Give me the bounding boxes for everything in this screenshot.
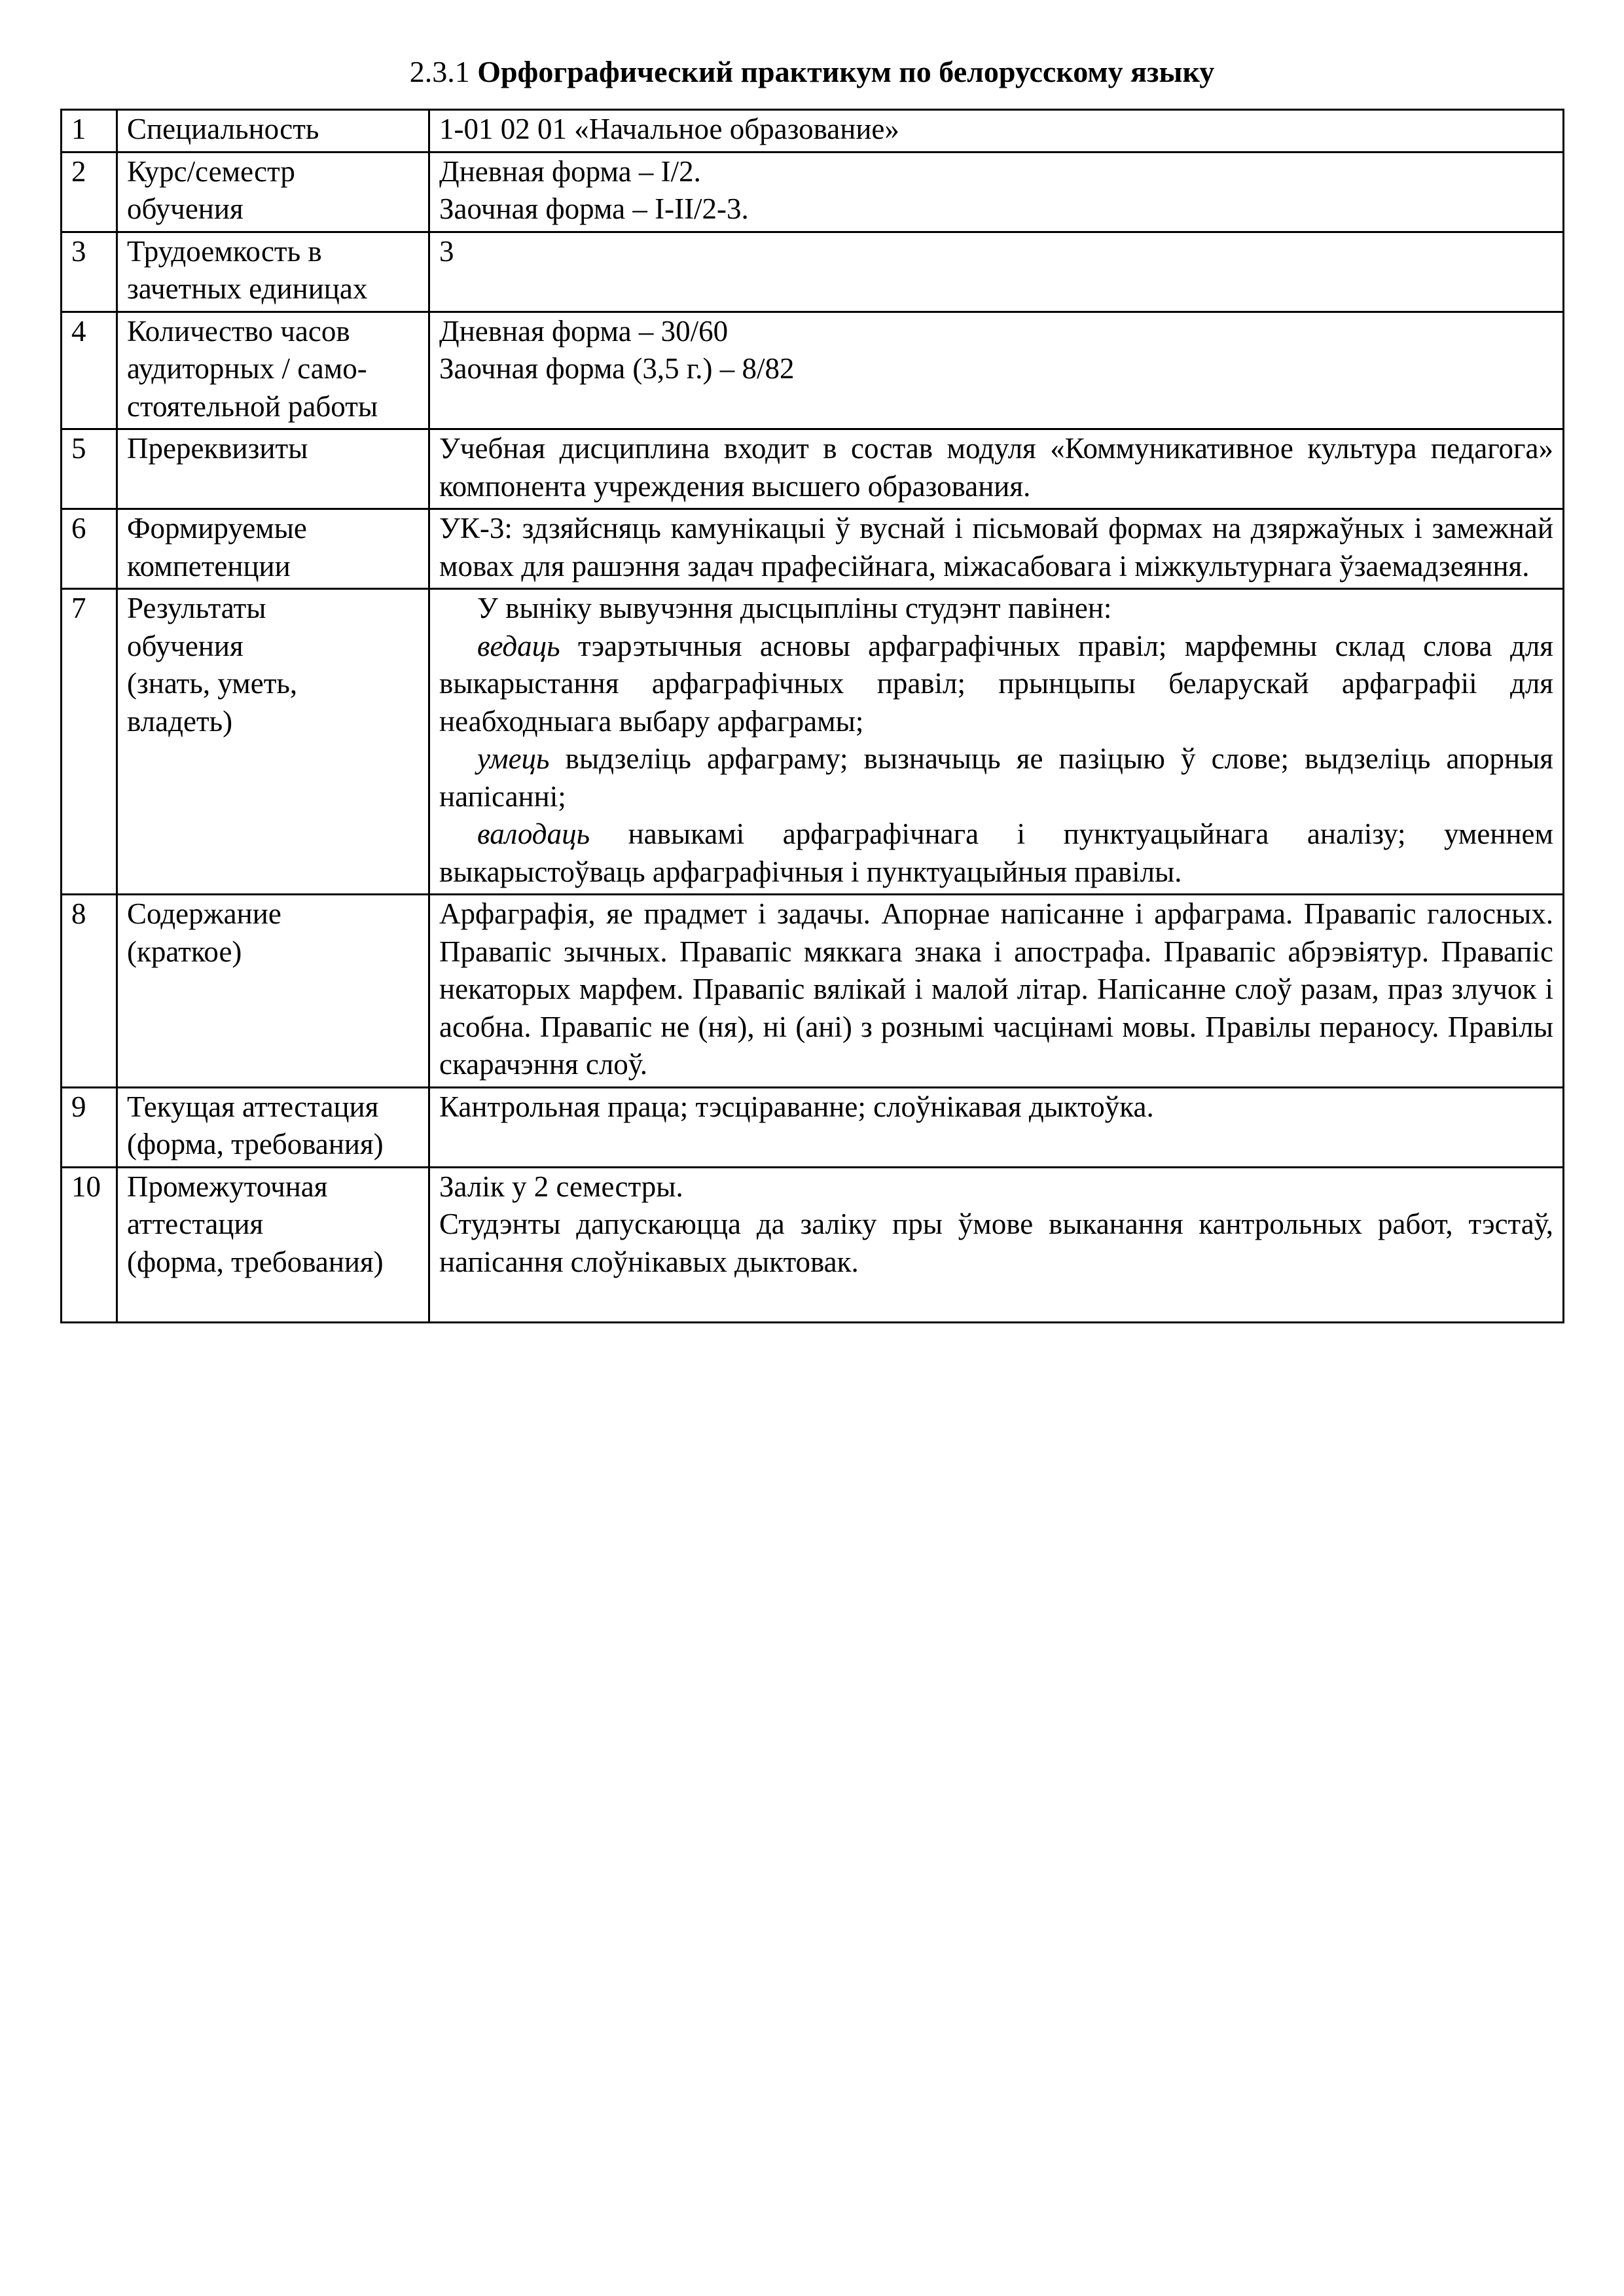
content-line: Дневная форма – 30/60 — [439, 314, 729, 348]
label-line: Пререквизиты — [127, 432, 308, 465]
row-label — [117, 429, 429, 509]
section-title: Орфографический практикум по белорусскому языку — [477, 55, 1215, 88]
content-paragraph: Учебная дисциплина входит в состав модуля «Коммуникативное культура педагога» компонента учреждения высшего образования. — [439, 432, 1553, 503]
row-number: 9 — [62, 1087, 117, 1167]
label-line: Количество часов — [127, 314, 350, 348]
table-row — [62, 1087, 1564, 1167]
content-paragraph: УК-3: здзяйсняць камунікацыі ў вуснай і пісьмовай формах на дзяржаўных і замежнай мовах для рашэння задач прафесійнага, міжасабовага і міжкультурнага ўзаемадзеяння. — [439, 512, 1553, 583]
content-line: Заочная форма – I-II/2-3. — [439, 192, 749, 225]
table-row — [62, 1167, 1564, 1322]
row-content — [429, 312, 1564, 429]
row-label — [117, 110, 429, 152]
row-label — [117, 509, 429, 589]
row-number: 7 — [62, 589, 117, 895]
row-label — [117, 312, 429, 429]
label-line: обучения — [127, 629, 244, 662]
row-number: 8 — [62, 895, 117, 1088]
content-line: 3 — [439, 234, 454, 268]
row-number: 1 — [62, 110, 117, 152]
row-content — [429, 1087, 1564, 1167]
label-line: (краткое) — [127, 935, 242, 968]
outcome-text: навыкамі арфаграфічнага і пунктуацыйнага аналізу; уменнем выкарыстоўваць арфаграфічныя і пунктуацыйныя правілы. — [439, 817, 1553, 888]
row-label — [117, 895, 429, 1088]
content-line: 1-01 02 01 «Начальное образование» — [439, 113, 899, 145]
label-line: Трудоемкость в — [127, 234, 322, 268]
row-content — [429, 509, 1564, 589]
row-content — [429, 110, 1564, 152]
row-number: 5 — [62, 429, 117, 509]
row-number: 10 — [62, 1167, 117, 1322]
row-label — [117, 232, 429, 312]
content-paragraph: Арфаграфія, яе прадмет і задачы. Апорнае напісанне і арфаграма. Правапіс галосных. Правапіс зычных. Правапіс мяккага знака і апострафа. Правапіс абрэвіятур. Правапіс некаторых марфем. Правапіс вялікай і малой літар. Напісанне слоў разам, праз злучок і асобна. Правапіс не (ня), ні (ані) з рознымі часцінамі мовы. Правілы пераносу. Правілы скарачэння слоў. — [439, 897, 1553, 1081]
label-line: Текущая аттестация — [127, 1090, 379, 1123]
row-number: 6 — [62, 509, 117, 589]
label-line: Формируемые — [127, 512, 307, 545]
label-line: компетенции — [127, 549, 291, 583]
label-line: (форма, требования) — [127, 1128, 384, 1160]
label-line: Содержание — [127, 897, 281, 930]
label-line: Курс/семестр — [127, 154, 295, 188]
row-content — [429, 1167, 1564, 1322]
row-content — [429, 232, 1564, 312]
row-label — [117, 589, 429, 895]
label-line: Промежуточная — [127, 1170, 328, 1203]
row-content — [429, 152, 1564, 232]
label-line: зачетных единицах — [127, 272, 368, 305]
row-label — [117, 1167, 429, 1322]
outcome-text: тэарэтычныя асновы арфаграфічных правіл; марфемны склад слова для выкарыстання арфаграфічных правіл; прынцыпы беларускай арфаграфіі для неабходныага выбару арфаграмы; — [439, 629, 1553, 738]
row-label — [117, 152, 429, 232]
row-number: 3 — [62, 232, 117, 312]
content-line: Заочная форма (3,5 г.) – 8/82 — [439, 352, 795, 385]
section-number: 2.3.1 — [409, 55, 470, 88]
label-line: владеть) — [127, 704, 233, 738]
content-paragraph: Студэнты дапускаюцца да заліку пры ўмове выканання кантрольных работ, тэстаў, напісання слоўнікавых дыктовак. — [439, 1208, 1553, 1278]
table-row — [62, 110, 1564, 152]
table-row — [62, 895, 1564, 1088]
label-line: аттестация — [127, 1208, 264, 1240]
outcomes-intro: У выніку вывучэння дысцыпліны студэнт павінен: — [477, 592, 1112, 624]
row-number: 4 — [62, 312, 117, 429]
table-row — [62, 509, 1564, 589]
outcome-term: валодаць — [477, 817, 590, 850]
content-line: Залік у 2 семестры. — [439, 1170, 683, 1203]
row-label — [117, 1087, 429, 1167]
row-content — [429, 589, 1564, 895]
row-content — [429, 895, 1564, 1088]
outcome-text: выдзеліць арфаграму; вызначыць яе пазіцыю ў слове; выдзеліць апорныя напісанні; — [439, 742, 1553, 813]
label-line: Специальность — [127, 113, 319, 145]
table-row — [62, 312, 1564, 429]
outcome-item — [439, 816, 1553, 891]
outcome-item — [439, 628, 1553, 741]
table-row — [62, 589, 1564, 895]
row-number: 2 — [62, 152, 117, 232]
page-title — [0, 54, 1624, 90]
label-line: Результаты — [127, 592, 266, 624]
label-line: стоятельной работы — [127, 389, 378, 423]
label-line: аудиторных / само- — [127, 352, 367, 385]
outcome-term: ведаць — [477, 629, 560, 662]
label-line: (форма, требования) — [127, 1245, 384, 1278]
outcome-term: умець — [477, 742, 550, 775]
table-row — [62, 232, 1564, 312]
table-row — [62, 152, 1564, 232]
label-line: обучения — [127, 192, 244, 225]
content-line: Дневная форма – I/2. — [439, 154, 701, 188]
row-content — [429, 429, 1564, 509]
outcome-item — [439, 740, 1553, 816]
label-line: (знать, уметь, — [127, 667, 298, 700]
table-row — [62, 429, 1564, 509]
course-spec-table — [60, 109, 1564, 1323]
content-line: Кантрольная праца; тэсціраванне; слоўнікавая дыктоўка. — [439, 1090, 1154, 1123]
